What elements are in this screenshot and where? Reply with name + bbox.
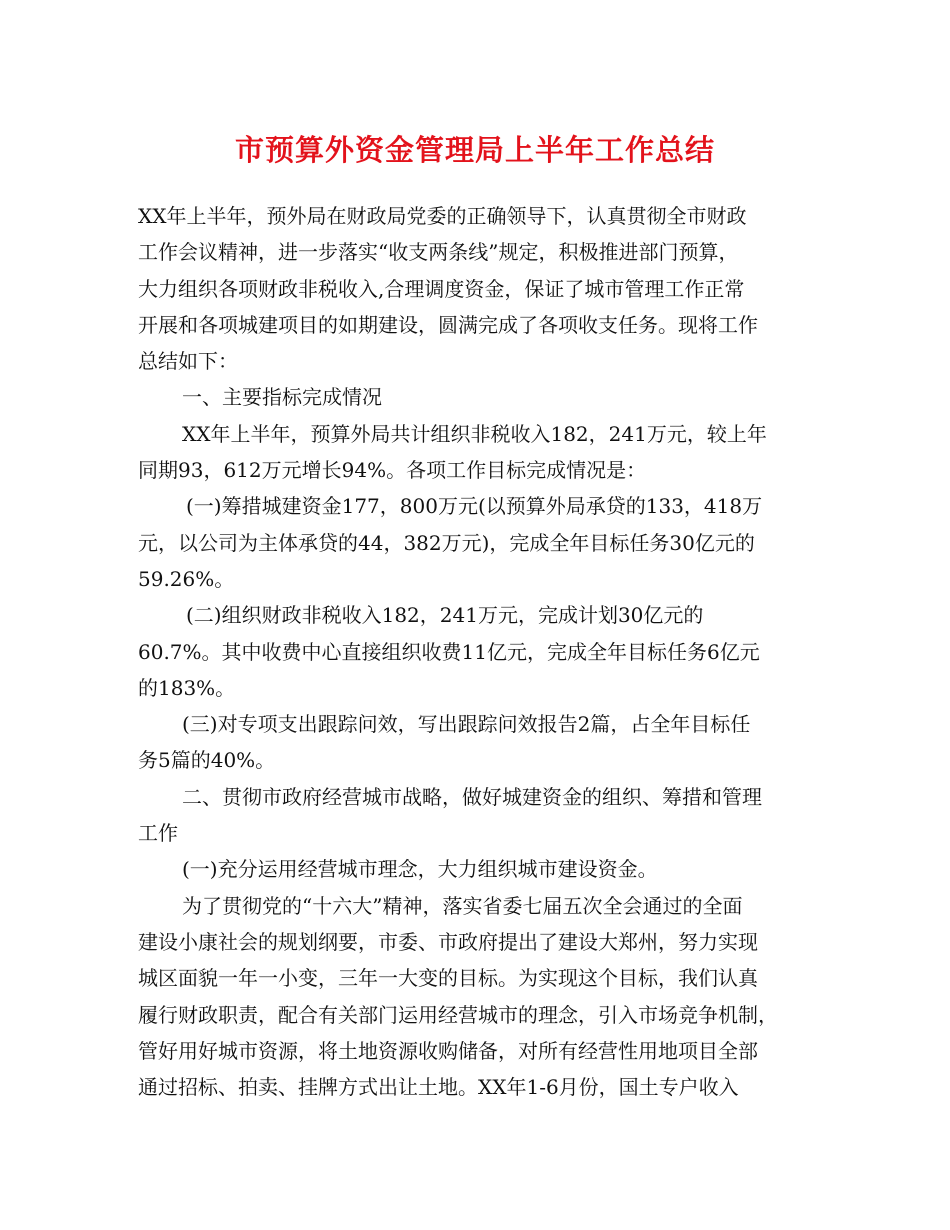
document-title: 市预算外资金管理局上半年工作总结 [234, 133, 715, 167]
text-line: 通过招标、拍卖、挂牌方式出让土地。XX年1-6月份，国土专户收入 [138, 1075, 739, 1100]
document-body [138, 198, 818, 1105]
text-line: 元，以公司为主体承贷的44，382万元)，完成全年目标任务30亿元的 [138, 530, 755, 555]
text-line: 管好用好城市资源，将土地资源收购储备，对所有经营性用地项目全部 [138, 1038, 758, 1063]
text-line: 工作 [138, 821, 178, 846]
text-line: 城区面貌一年一小变，三年一大变的目标。为实现这个目标，我们认真 [138, 966, 758, 991]
text-line: 总结如下： [138, 349, 238, 374]
text-line: 同期93，612万元增长94%。各项工作目标完成情况是： [138, 458, 647, 483]
text-line: 的183%。 [138, 675, 236, 700]
text-line: XX年上半年，预算外局共计组织非税收入182，241万元，较上年 [182, 421, 767, 446]
text-line: 务5篇的40%。 [138, 748, 276, 773]
text-line: 60.7%。其中收费中心直接组织收费11亿元，完成全年目标任务6亿元 [138, 639, 760, 664]
text-line: 59.26%。 [138, 566, 235, 591]
text-line: 建设小康社会的规划纲要，市委、市政府提出了建设大郑州，努力实现 [138, 929, 758, 954]
text-line: 为了贯彻党的“十六大”精神，落实省委七届五次全会通过的全面 [182, 893, 743, 918]
text-line: 工作会议精神，进一步落实“收支两条线”规定，积极推进部门预算， [138, 240, 739, 265]
text-line: (一)筹措城建资金177，800万元(以预算外局承贷的133，418万 [186, 494, 763, 519]
text-line: 履行财政职责，配合有关部门运用经营城市的理念，引入市场竞争机制， [138, 1002, 778, 1027]
text-line: (三)对专项支出跟踪问效，写出跟踪问效报告2篇，占全年目标任 [182, 712, 751, 737]
subsection-heading: (一)充分运用经营城市理念，大力组织城市建设资金。 [182, 857, 658, 882]
text-line: 大力组织各项财政非税收入,合理调度资金，保证了城市管理工作正常 [138, 276, 745, 301]
section-heading: 一、主要指标完成情况 [182, 385, 382, 410]
text-line: (二)组织财政非税收入182，241万元，完成计划30亿元的 [186, 603, 704, 628]
text-line: 开展和各项城建项目的如期建设，圆满完成了各项收支任务。现将工作 [138, 312, 758, 337]
text-line: XX年上半年，预外局在财政局党委的正确领导下，认真贯彻全市财政 [138, 204, 747, 228]
section-heading: 二、贯彻市政府经营城市战略，做好城建资金的组织、筹措和管理 [182, 784, 762, 809]
